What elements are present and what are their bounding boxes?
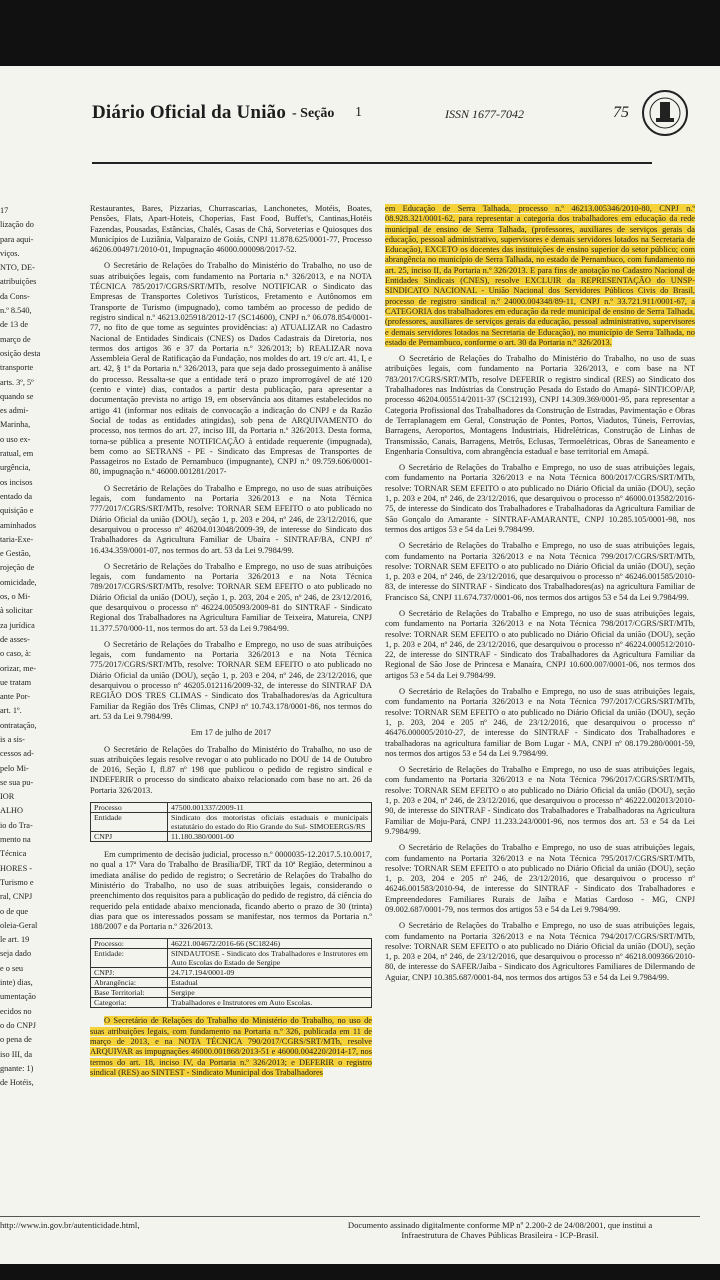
fragment-line: es admi- <box>0 406 29 416</box>
fragment-line: de Hotéis, <box>0 1078 34 1088</box>
fragment-line: taria-Exe- <box>0 534 34 544</box>
fragment-line: pelo Mi- <box>0 763 29 773</box>
table-key: Categoria: <box>91 998 168 1008</box>
fragment-line: viços. <box>0 248 20 258</box>
fragment-line: rojeção de <box>0 563 35 573</box>
fragment-line: entado da <box>0 491 33 501</box>
fragment-line: quisição e <box>0 506 34 516</box>
paragraph: O Secretário de Relações do Trabalho do Ministério do Trabalho, no uso de suas atribuições legais resolve revogar o ato publicado no DOU de 14 de Outubro de 2016, Seção I, fl.87 nº 198 que publicou o pedido de registro sindical e INDEFERIR o processo do sindicato abaixo relacionado com base no art. 26 da Portaria 326/2013. <box>90 744 372 795</box>
fragment-line: inte) dias, <box>0 978 33 988</box>
fragment-line: quando se <box>0 391 34 401</box>
fragment-line: e Gestão, <box>0 549 31 559</box>
paragraph: O Secretário de Relações do Trabalho e Emprego, no uso de suas atribuições legais, com fundamento na Portaria 326/2013 e na Nota Técnica 798/2017/CGRS/SRT/MTb, resolve: TORNAR SEM EFEITO o ato publicado no Diário Oficial da união (DOU), seção 1, p. 203 e 204, nº 246, de 23/12/2016, que desarquivou o processo nº 46224.000512/2010-22, de interesse do SINTRAF - Sindicato dos Trabalhadores da Agricultura Familiar da Regional de São Jose de Princesa e Manaíra, CNPJ 10.600.007/0001-06, nos termos dos artigos 53 e 54 da Lei 9.7984/99. <box>385 608 695 680</box>
paragraph: O Secretário de Relações do Trabalho e Emprego, no uso de suas atribuições legais, com fundamento na Portaria 326/2013 e na Nota Técnica 796/2017/CGRS/SRT/MTb, resolve: TORNAR SEM EFEITO o ato publicado no Diário Oficial da união (DOU), seção 1, p. 203 e 204, nº 246, de 23/12/2016, que desarquivou o processo nº 46222.002013/2010-90, de interesse do SINTRAF - Sindicato dos Trabalhadores e Trabalhadoras na Agricultura Familiar de Moju-Pará, CNPJ 11.233.243/0001-96, nos termos dos art. 53 e 54 da Lei 9.7984/99. <box>385 765 695 836</box>
signature-line: Infraestrutura de Chaves Públicas Brasileira - ICP-Brasil. <box>401 1230 599 1240</box>
fragment-line: ral, CNPJ <box>0 892 33 902</box>
fragment-line: iso III, da <box>0 1049 33 1059</box>
fragment-line: Turismo e <box>0 877 34 887</box>
table-row <box>91 949 372 968</box>
fragment-line: oleia-Geral <box>0 920 38 930</box>
fragment-line: atribuições <box>0 277 37 287</box>
table-row <box>91 978 372 988</box>
table-key: Base Territorial: <box>91 988 168 998</box>
fragment-line: o caso, à: <box>0 649 32 659</box>
paragraph: O Secretário de Relações do Trabalho e Emprego, no uso de suas atribuições legais, com fundamento na Portaria 326/2013 e na Nota Técnica 775/2017/CGRS/SRT/MTb, resolve: TORNAR SEM EFEITO o ato publicado no Diário Oficial da união (DOU), seção 1, p. 203 e 204, nº 246, de 23/12/2016, que desarquivou o processo nº 46205.012116/2009-32, de interesse do SINTRAF DA REGIÃO DOS TRES CLIMAS - Sindicato dos Trabalhadores/as da Agricultura Familiar da Região dos Três Climas, CNPJ nº 10.743.178/0001-86, nos termos do art. 53 da Lei 9.7984/99. <box>90 639 372 721</box>
fragment-line: se sua pu- <box>0 777 34 787</box>
fragment-line: cessos ad- <box>0 749 34 759</box>
fragment-line: o uso ex- <box>0 434 31 444</box>
fragment-line: para aqui- <box>0 234 34 244</box>
footer-rule <box>0 1216 700 1217</box>
fragment-line: os incisos <box>0 477 33 487</box>
table-value: 47500.001337/2009-11 <box>168 803 372 813</box>
table-value: SINDAUTOSE - Sindicato dos Trabalhadores e Instrutores em Auto Escolas do Estado de Sergipe <box>168 949 372 968</box>
fragment-line: transporte <box>0 363 34 373</box>
publication-title: Diário Oficial da União <box>92 102 287 123</box>
paragraph: O Secretário de Relações do Trabalho do Ministério do Trabalho, no uso de suas atribuições legais, com fundamento na Portaria 326/2013, e com base na NT 783/2017/CGRS/SRT/MTb, resolve DEFERIR o registro sindical (RES) ao Sindicato dos Trabalhadores nas Indústrias da Construção Pesada do Estado do Amapá- SINTICOP/AP, processo 46204.005514/2011-37 (SC12193), CNPJ 14.309.369/0001-95, para representar a Categoria Profissional dos Trabalhadores da Construção de Estradas, Pavimentação e Obras de Terraplanagem em Geral, Construção de Pontes, Portos, Viadutos, Túneis, Ferrovias, Barragens, Aeroportos, Montagens Industriais, Hidrelétricas, Construção de Linhas de Transmissão, Canais, Barragens, Metrôs, Eclusas, Termoelétricas, Obras de Saneamento e Engenharia Consultiva, com abrangência estadual e base territorial em Amapá. <box>385 354 695 456</box>
screen-top-bar <box>0 0 720 66</box>
table-key: Processo: <box>91 939 168 949</box>
page-header <box>0 100 720 130</box>
fragment-line: Técnica <box>0 849 27 859</box>
fragment-line: osição desta <box>0 348 41 358</box>
header-rule <box>92 162 652 164</box>
fragment-line: da Cons- <box>0 291 30 301</box>
fragment-line: o pena de <box>0 1035 32 1045</box>
table-row <box>91 939 372 949</box>
column-middle <box>90 204 372 1254</box>
highlight-text: em Educação de Serra Talhada, processo n.º 46213.005346/2010-80, CNPJ n.º 08.928.321/0001-62, para representar a categoria dos trabalhadores em educação da rede municipal de ensino de Serra Talhada, (professores, auxiliares de serviços gerais da educação, pessoal administrativo, supervisores e demais servidores lotados na Secretaria de Educação), EXCETO os docentes das instituições de ensino superior do setor público; com abrangência no município de Serra Talhada, no estado de Pernambuco, com fundamento no art. 25, inciso II, da Portaria n.º 326/2013. E para fins de anotação no Cadastro Nacional de Entidades Sindicais (CNES), resolve EXCLUIR da REPRESENTAÇÃO do UNSP-SINDICATO NACIONAL - União Nacional dos Servidores Públicos Civis do Brasil, processo de registro sindical n.º 24000.004348/89-11, CNPJ n.º 33.721.911/0001-67, a CATEGORIA dos trabalhadores em educação da rede municipal de ensino de Serra Talhada, (professores, auxiliares de serviços gerais da educação, pessoal administrativo, supervisores e demais servidores lotados na Secretaria de Educação), no município de Serra Talhada, no estado de Pernambuco, conforme o art. 30 da Portaria n.º 326/2013. <box>385 204 695 347</box>
table-row <box>91 832 372 842</box>
entity-table <box>90 802 372 842</box>
date-line: Em 17 de julho de 2017 <box>190 728 272 738</box>
authenticity-url: http://www.in.gov.br/autenticidade.html, <box>0 1220 140 1230</box>
imprensa-nacional-seal-icon <box>640 88 690 138</box>
table-value: Sindicato dos motoristas oficiais estaduais e municipais estatutário do estado do Rio Grande do Sul- SIMOEERGS/RS <box>168 813 372 832</box>
fragment-line: e o seu <box>0 963 24 973</box>
signature-note <box>300 1220 700 1240</box>
table-key: Abrangência: <box>91 978 168 988</box>
fragment-line: ALHO <box>0 806 24 816</box>
fragment-line: ante Por- <box>0 692 31 702</box>
table-value: 24.717.194/0001-09 <box>168 968 372 978</box>
section-label: - Seção <box>292 106 335 121</box>
screen-bottom-bar <box>0 1264 720 1280</box>
table-value: Trabalhadores e Instrutores em Auto Escolas. <box>168 998 372 1008</box>
paragraph: O Secretário de Relações do Trabalho e Emprego, no uso de suas atribuições legais, com fundamento na Portaria 326/2013 e na Nota Técnica 800/2017/CGRS/SRT/MTb, resolve: TORNAR SEM EFEITO o ato publicado no Diário Oficial da união (DOU), seção 1, p. 203 e 204, nº 246, de 23/12/2016, que desarquivou o processo nº 46000.013582/2016-75, de interesse do Sindicato dos Trabalhadores e Trabalhadoras da Agricultura Familiar de São Gonçalo do Amarante - SINTRAF-AMARANTE, CNPJ 10.285.105/0001-98, nos termos dos artigos 53 e 54 da Lei 9.7984/99. <box>385 463 695 534</box>
table-row <box>91 988 372 998</box>
fragment-line: ontratação, <box>0 720 37 730</box>
fragment-line: is a sis- <box>0 734 25 744</box>
table-key: Entidade: <box>91 949 168 968</box>
table-key: CNPJ <box>91 832 168 842</box>
table-row <box>91 998 372 1008</box>
paragraph: O Secretário de Relações do Trabalho do Ministério do Trabalho, no uso de suas atribuições legais, com fundamento na Portaria n.º 326/2013, e na NOTA TÉCNICA 785/2017/CGRS/SRT/MTb, resolve NOTIFICAR o Sindicato das Empresas de Transportes Coletivos Turísticos, Fretamento e Autônomos em Transporte de Turismo (impugnado), como também ao processo de pedido de registro sindical n.º 46213.025918/2012-17 (SC14600), CNPJ n.º 06.078.854/0001-77, no fito de que tome as seguintes providências: a) ATUALIZAR no Cadastro Nacional de Entidades Sindicais (CNES) os Dados Cadastrais da Diretoria, nos termos dos artigos 36 e 37 da Portaria n.º 326/2013; b) REALIZAR nova Assembleia Geral de Ratificação da Fundação, nos moldes do art. 19 c/c art. 41, I, e art. 42, § 1º da Portaria n.º 326/2013, para que seja dado prosseguimento à análise do processo. Ressalta-se que a entidade terá o prazo improrrogável de até 120 (cento e vinte) dias, contados a partir desta publicação, para apresentar a documentação prevista no artigo 19, em observância aos ditames estabelecidos no artigo 41 (informar nos editais de convocação a indicação do CNPJ e da Razão Social de todas as entidades atingidas), sob pena de ARQUIVAMENTO do processo, nos termos do art. 27, inciso III, da Portaria n.º 326/2013. Desta forma, torna-se pública a presente NOTIFICAÇÃO à entidade requerente (impugnada), bem como ao SETRANS - PE - Sindicato das Empresas de Transportes de Passageiros no Estado de Pernambuco (impugnante), CNPJ n.º 09.759.606/0001-80, impugnação n.º 46000.001281/2017- <box>90 261 372 477</box>
newspaper-page <box>0 66 720 1264</box>
table-key: Processo <box>91 803 168 813</box>
fragment-line: o de que <box>0 906 29 916</box>
fragment-line: omicidade, <box>0 577 37 587</box>
highlight-text: O Secretário de Relações do Trabalho do Ministério do Trabalho, no uso de suas atribuições legais, com fundamento na Portaria n.º 326, publicada em 11 de março de 2013, e na NOTA TÉCNICA 790/2017/CGRS/SRT/MTb, resolve ARQUIVAR as impugnações 46000.001868/2013-51 e 46000.004220/2014-17, nos termos do art. 18, inciso IV, da Portaria n.º 326/2013; e DEFERIR o registro sindical (RES) ao SINTEST - Sindicato Municipal dos Trabalhadores <box>90 1016 372 1077</box>
fragment-line: ue tratam <box>0 677 32 687</box>
table-value: Estadual <box>168 978 372 988</box>
fragment-line: HORES - <box>0 863 33 873</box>
fragment-line: de asses- <box>0 634 30 644</box>
issn: ISSN 1677-7042 <box>445 107 524 121</box>
fragment-line: março de <box>0 334 31 344</box>
table-value: 46221.004672/2016-66 (SC18246) <box>168 939 372 949</box>
page-number: 75 <box>613 104 629 121</box>
fragment-line: 17 <box>0 206 9 215</box>
paragraph: Restaurantes, Bares, Pizzarias, Churrascarias, Lanchonetes, Motéis, Boates, Pensões, Flats, Apart-Hoteis, Choperias, Fast Food, Buffet's, Cantinas,Hotéis Fazendas, Pousadas, Estâncias, Chalés, Casas de Chá, Sorveterias e Quiosques dos Municípios de Luziânia, Valparaizo de Goiás, CNPJ 11.878.625/0001-77, Processo 46206.004971/2010-01, Impugnação 46000.000098/2017-52. <box>90 204 372 255</box>
table-key: CNPJ: <box>91 968 168 978</box>
fragment-line: IOR <box>0 792 15 802</box>
fragment-line: io do Tra- <box>0 820 33 830</box>
table-key: Entidade <box>91 813 168 832</box>
fragment-line: ecidos no <box>0 1006 32 1016</box>
paragraph: O Secretário de Relações do Trabalho e Emprego, no uso de suas atribuições legais, com fundamento na Portaria 326/2013 e na Nota Técnica 794/2017/CGRS/SRT/MTb, resolve: TORNAR SEM EFEITO o ato publicado no Diário Oficial da união (DOU), seção 1, p. 203 e 204, nº 246, de 23/12/2016, que desarquivou o processo nº 46218.009366/2010-80, de interesse do SAFER/Jaíba - Sindicato dos Agricultores Familiares de Dilermando de Aguiar, CNPJ 10.385.687/0001-84, nos termos dos artigos 53 e 54 da Lei 9.7984/99. <box>385 921 695 982</box>
fragment-line: à solicitar <box>0 606 33 616</box>
fragment-line: o do CNPJ <box>0 1020 36 1030</box>
fragment-line: NTO, DE- <box>0 263 35 273</box>
fragment-line: umentação <box>0 992 36 1002</box>
fragment-line: de 13 de <box>0 320 29 330</box>
entity-table <box>90 938 372 1008</box>
paragraph: O Secretário de Relações do Trabalho e Emprego, no uso de suas atribuições legais, com fundamento na Portaria 326/2013 e na Nota Técnica 799/2017/CGRS/SRT/MTb, resolve: TORNAR SEM EFEITO o ato publicado no Diário Oficial da união (DOU), seção 1, p. 203 e 204, nº 246, de 23/12/2016, que desarquivou o processo nº 46246.001585/2010-83, de interesse do SINTRAF - Sindicato dos Trabalhadores(as) na agricultura Familiar de Francisco Sá, CNPJ 11.674.737/0001-06, nos termos dos artigos 53 e 54 da Lei 9.7984/99. <box>385 541 695 602</box>
fragment-line: mento na <box>0 835 31 845</box>
section-number: 1 <box>355 105 362 120</box>
fragment-line: lização do <box>0 220 34 230</box>
fragment-line: art. 1º. <box>0 706 22 716</box>
fragment-line: urgência, <box>0 463 31 473</box>
paragraph-highlighted <box>385 204 695 348</box>
table-row <box>91 968 372 978</box>
signature-line: Documento assinado digitalmente conforme MP nº 2.200-2 de 24/08/2001, que institui a <box>347 1220 653 1230</box>
table-value: Sergipe <box>168 988 372 998</box>
fragment-line: gnante: 1) <box>0 1063 34 1073</box>
column-right <box>385 204 695 1254</box>
fragment-line: os, o Mi- <box>0 592 31 602</box>
table-value: 11.180.380/0001-00 <box>168 832 372 842</box>
paragraph: O Secretário de Relações do Trabalho e Emprego, no uso de suas atribuições legais, com fundamento na Portaria 326/2013 e na Nota Técnica 797/2017/CGRS/SRT/MTb, resolve: TORNAR SEM EFEITO o ato publicado no Diário Oficial da união (DOU), seção 1, p. 203, 204 e 205 nº 246, de 23/12/2016, que desarquivou o processo nº 46476.000005/2010-27, de interesse do SINTRAF - Sindicato dos Trabalhadores e trabalhadoras na agricultura familiar de Bom Lugar - MA, CNPJ nº 08.179.280/0001-59, nos termos dos artigos 53 e 54 da Lei 9.7984/99. <box>385 687 695 758</box>
fragment-line: za jurídica <box>0 620 35 630</box>
table-row <box>91 803 372 813</box>
fragment-line: seja dado <box>0 949 32 959</box>
left-fragment-column <box>0 206 50 1088</box>
paragraph: Em cumprimento de decisão judicial, processo n.º 0000035-12.2017.5.10.0017, no qual a 17ª Vara do Trabalho de Brasília/DF, TRT da 10ª Região, determinou a imediata análise do pedido de registro; o Secretário de Relações do Trabalho do Ministério do Trabalho, no uso de suas atribuições legais, considerando o preenchimento dos requisitos para a publicação do pedido de registro, dá ciência do requerido pela entidade abaixo mencionada, ficando aberto o prazo de 30 (trinta) dias para que os interessados possam se manifestar, nos termos da Portaria n.º 188/2007 e da Portaria n.º 326/2013. <box>90 850 372 932</box>
fragment-line: le art. 19 <box>0 935 30 945</box>
fragment-line: Marinha, <box>0 420 31 430</box>
fragment-line: orizar, me- <box>0 663 37 673</box>
fragment-line: arts. 3º, 5º <box>0 377 34 387</box>
paragraph: O Secretário de Relações do Trabalho e Emprego, no uso de suas atribuições legais, com fundamento na Portaria 326/2013 e na Nota Técnica 789/2017/CGRS/SRT/MTb, resolve: TORNAR SEM EFEITO o ato publicado no Diário Oficial da união (DOU), seção 1, p. 203, 204 e 205, nº 246, de 23/12/2016, que desarquivou o processo nº 46224.005093/2009-81 do SINTRAF - Sindicato Regional dos Trabalhadores na Agricultura Familiar de Teixeira, Matureia, CNPJ 11.377.570/000-11, nos termos do art. 53 da Lei 9.7984/99. <box>90 561 372 633</box>
paragraph: O Secretário de Relações do Trabalho e Emprego, no uso de suas atribuições legais, com fundamento na Portaria 326/2013 e na Nota Técnica 795/2017/CGRS/SRT/MTb, resolve: TORNAR SEM EFEITO o ato publicado no Diário Oficial da união (DOU), seção 1, p. 203, 204 e 205 nº 246, de 23/12/2016, que desarquivou o processo nº 46246.001583/2010-94, de interesse do SINTRAF - Sindicato dos Trabalhadores e Empreendedores Familiares Rurais de Jaíba e Matias Cardoso - MG, CNPJ 09.002.687/0001-79, nos termos dos artigos 53 e 54 da Lei 9.7984/99. <box>385 843 695 914</box>
fragment-line: ratual, em <box>0 449 34 459</box>
paragraph: O Secretário de Relações do Trabalho e Emprego, no uso de suas atribuições legais, com fundamento na Portaria 326/2013 e na Nota Técnica 777/2017/CGRS/SRT/MTb, resolve: TORNAR SEM EFEITO o ato publicado no Diário Oficial da união (DOU), seção 1, p. 203 e 204, nº 246, de 23/12/2016, que desarquivou o processo nº 46204.013048/2009-39, de interesse do Sindicato dos Trabalhadores da Agricultura Familiar de Ubaíra - SINTRAF/BA, CNPJ nº 16.434.359/0001-07, nos termos do art. 53 da Lei 9.7984/99. <box>90 483 372 555</box>
fragment-line: n.º 8.540, <box>0 306 32 316</box>
table-row <box>91 813 372 832</box>
paragraph-highlighted <box>90 1016 372 1078</box>
fragment-line: aminhados <box>0 520 36 530</box>
